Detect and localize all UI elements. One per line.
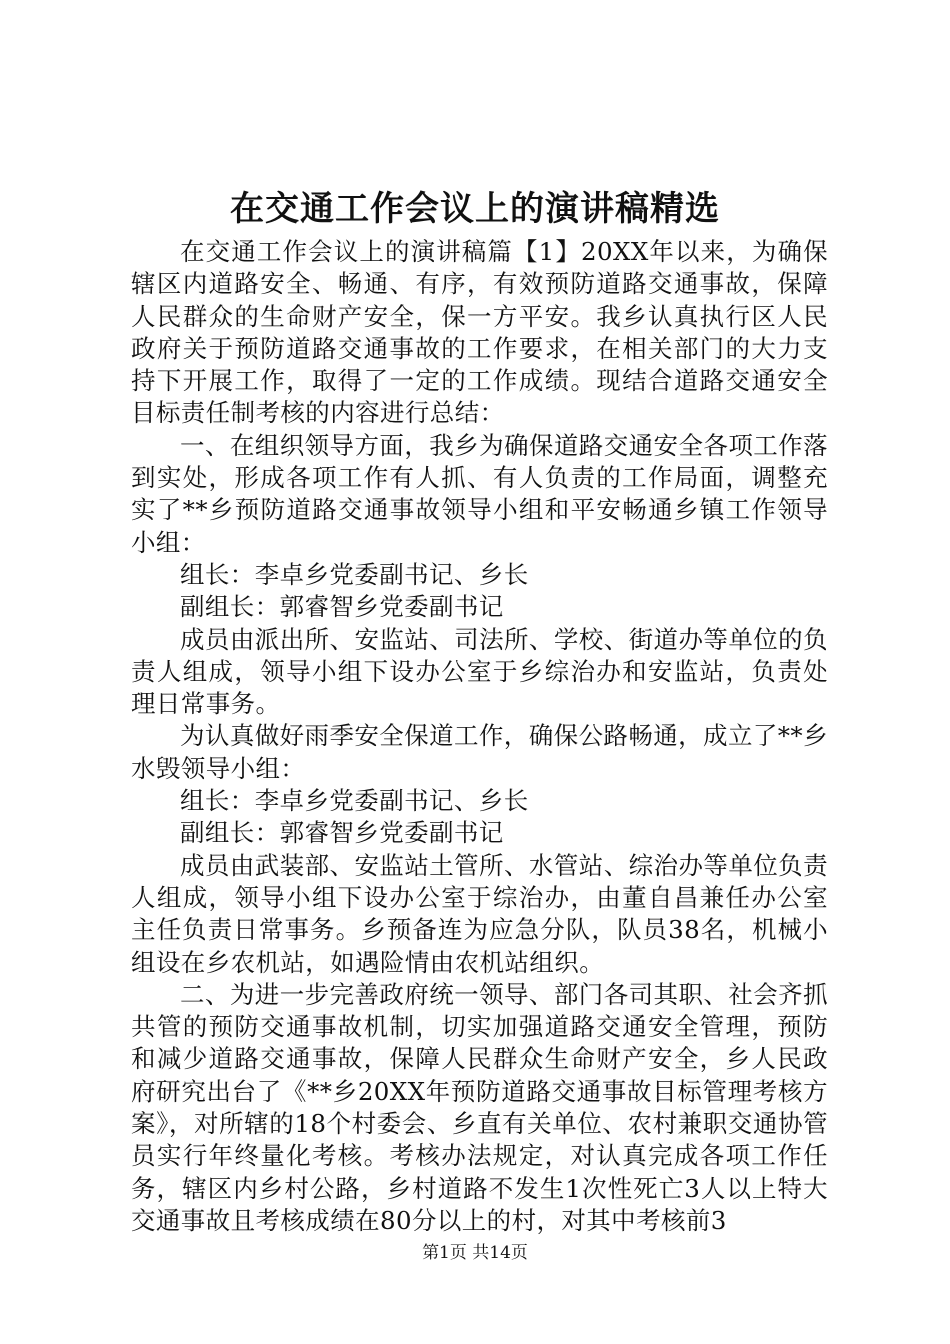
paragraph: 副组长：郭睿智乡党委副书记 (180, 592, 504, 622)
paragraph: 副组长：郭睿智乡党委副书记 (180, 818, 504, 848)
paragraph: 在交通工作会议上的演讲稿篇【1】20XX年以来，为确保辖区内道路安全、畅通、有序，有效预防道路交通事故，保障人民群众的生命财产安全，保一方平安。我乡认真执行区人民政府关于预防道路交通事故的工作要求，在相关部门的大力支持下开展工作，取得了一定的工作成绩。现结合道路交通安全目标责任制考核的内容进行总结： (131, 237, 828, 428)
paragraph: 一、在组织领导方面，我乡为确保道路交通安全各项工作落到实处，形成各项工作有人抓、有人负责的工作局面，调整充实了**乡预防道路交通事故领导小组和平安畅通乡镇工作领导小组： (131, 430, 828, 557)
paragraph: 二、为进一步完善政府统一领导、部门各司其职、社会齐抓共管的预防交通事故机制，切实加强道路交通安全管理，预防和减少道路交通事故，保障人民群众生命财产安全，乡人民政府研究出台了《**乡20XX年预防道路交通事故目标管理考核方案》，对所辖的18个村委会、乡直有关单位、农村兼职交通协管员实行年终量化考核。考核办法规定，对认真完成各项工作任务，辖区内乡村公路，乡村道路不发生1次性死亡3人以上特大交通事故且考核成绩在80分以上的村，对其中考核前3 (131, 979, 828, 1235)
paragraph: 成员由武装部、安监站土管所、水管站、综治办等单位负责人组成，领导小组下设办公室于综治办，由董自昌兼任办公室主任负责日常事务。乡预备连为应急分队，队员38名，机械小组设在乡农机站，如遇险情由农机站组织。 (131, 850, 828, 977)
paragraph: 成员由派出所、安监站、司法所、学校、街道办等单位的负责人组成，领导小组下设办公室于乡综治办和安监站，负责处理日常事务。 (131, 624, 828, 719)
page-footer: 第1页 共14页 (422, 1243, 528, 1263)
paragraph: 为认真做好雨季安全保道工作，确保公路畅通，成立了**乡水毁领导小组： (131, 721, 828, 783)
document-title: 在交通工作会议上的演讲稿精选 (230, 189, 720, 229)
paragraph: 组长：李卓乡党委副书记、乡长 (180, 559, 529, 589)
paragraph: 组长：李卓乡党委副书记、乡长 (180, 786, 529, 816)
document-body (131, 236, 828, 1237)
